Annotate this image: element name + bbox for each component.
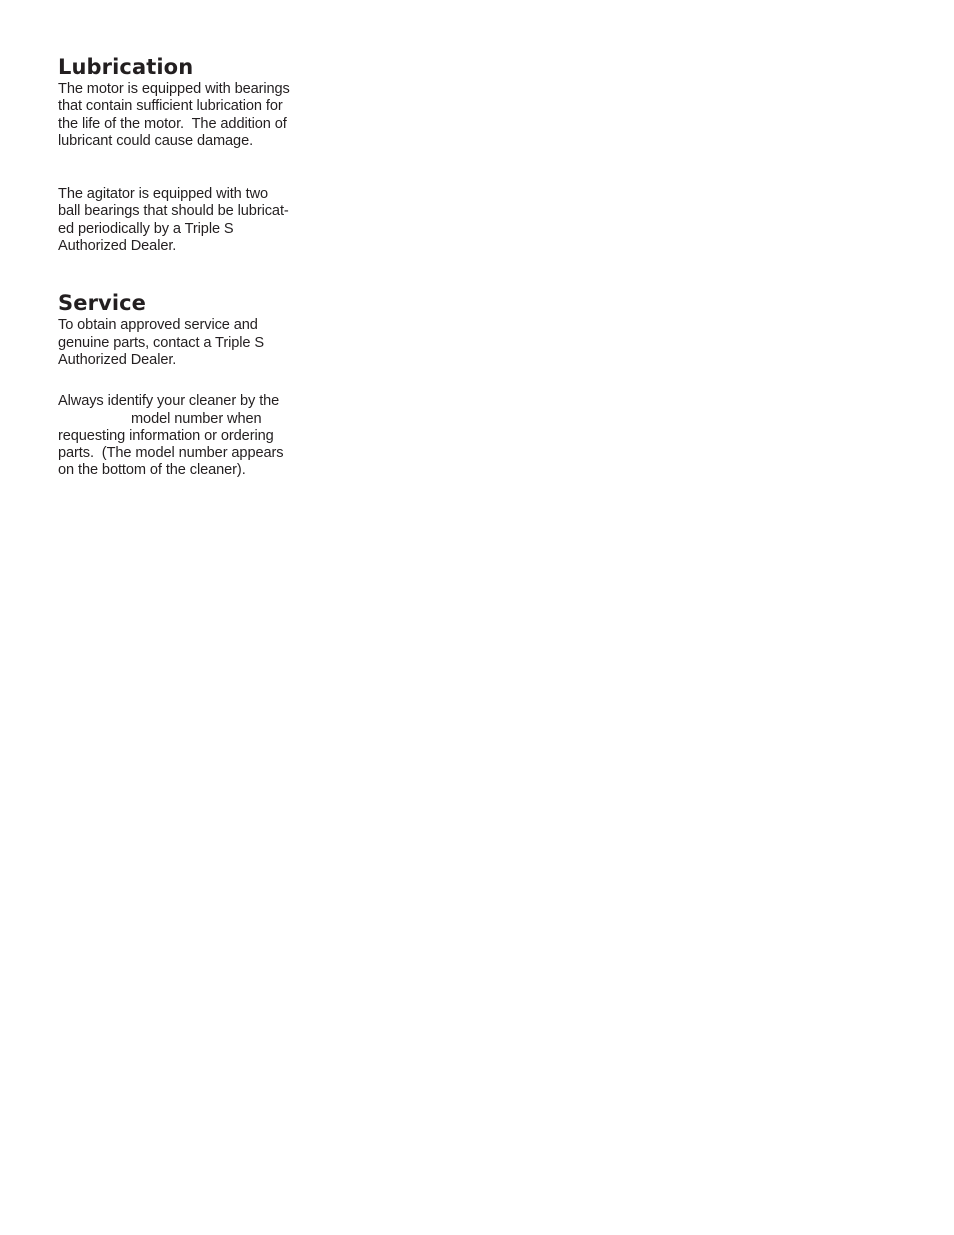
text-line: requesting information or ordering [58, 427, 274, 444]
text-line: ed periodically by a Triple S [58, 220, 234, 237]
service-heading: Service [58, 291, 147, 316]
text-line: parts. (The model number appears [58, 445, 284, 462]
text-line: lubricant could cause damage. [58, 132, 254, 149]
service-paragraph-dealer [58, 317, 328, 369]
text-line: To obtain approved service and [58, 317, 258, 334]
lubrication-paragraph-agitator [58, 186, 328, 255]
text-line: that contain sufficient lubrication for [58, 98, 283, 115]
content-column [58, 54, 328, 480]
text-line: Always identify your cleaner by the [58, 393, 280, 410]
text-line: model number when [131, 410, 262, 427]
text-line: The agitator is equipped with two [58, 186, 269, 203]
text-line: The motor is equipped with bearings [58, 81, 290, 97]
service-paragraph-model-number [58, 393, 328, 479]
text-line: Authorized Dealer. [58, 351, 177, 368]
text-line: ball bearings that should be lubricat- [58, 203, 289, 220]
text-line: genuine parts, contact a Triple S [58, 334, 265, 351]
text-line: on the bottom of the cleaner). [58, 462, 246, 479]
lubrication-paragraph-motor [58, 81, 328, 150]
lubrication-heading: Lubrication [58, 55, 194, 79]
text-line: Authorized Dealer. [58, 238, 177, 255]
text-line: the life of the motor. The addition of [58, 115, 287, 132]
